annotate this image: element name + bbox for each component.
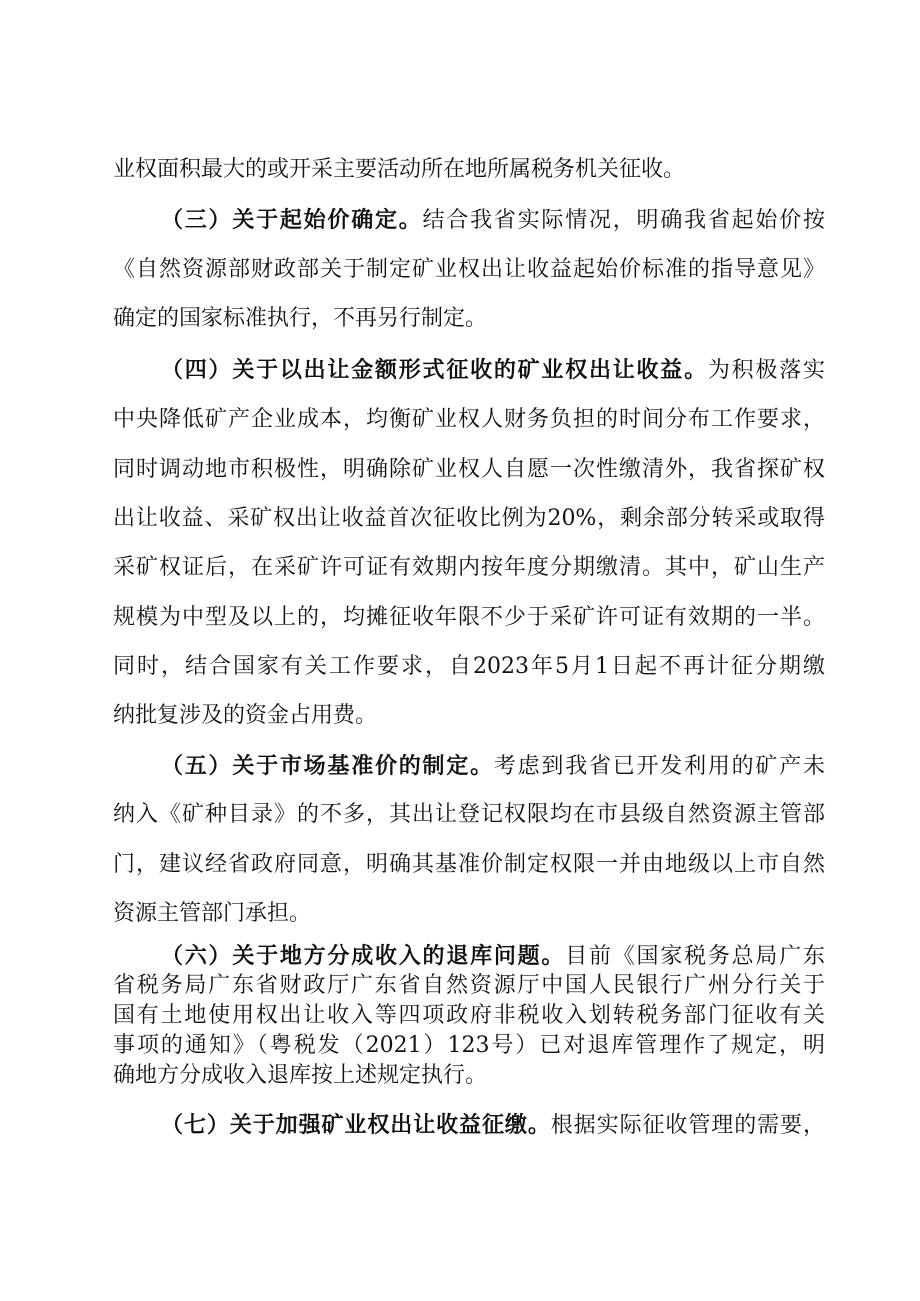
section-4-heading-line: [161, 355, 825, 386]
section-3-line: [113, 255, 825, 285]
section-5-line: [113, 850, 825, 880]
section-4-line: [113, 405, 825, 435]
section-5-heading: （五）关于市场基准价的制定。: [161, 753, 494, 779]
section-3-heading-line: [161, 205, 825, 236]
section-6-heading-line: [161, 941, 825, 972]
line-text: 确定的国家标准执行，不再另行制定。: [113, 306, 488, 331]
section-6-line: [113, 1061, 825, 1091]
line-text: 事项的通知》（粤税发（2021）123号）已对退库管理作了规定，明: [113, 1033, 825, 1058]
section-4-line: [113, 504, 825, 534]
paragraph-2-continuation: [113, 155, 825, 185]
line-text: 国有土地使用权出让收入等四项政府非税收入划转税务部门征收有关: [113, 1003, 825, 1028]
line-text: 目前《国家税务总局广东: [565, 944, 825, 969]
section-7-heading-line: [161, 1110, 825, 1141]
section-4-line: [113, 455, 825, 485]
line-text: 确地方分成收入退库按上述规定执行。: [113, 1063, 488, 1088]
section-3-heading: （三）关于起始价确定。: [161, 207, 423, 233]
section-6-line: [113, 971, 825, 1001]
section-4-line: [113, 553, 825, 583]
line-text: 业权面积最大的或开采主要活动所在地所属税务机关征收。: [113, 157, 686, 182]
line-text: 中央降低矿产企业成本，均衡矿业权人财务负担的时间分布工作要求，: [113, 407, 825, 432]
section-7-heading: （七）关于加强矿业权出让收益征缴。: [161, 1112, 551, 1138]
section-3-line: [113, 304, 825, 334]
section-5-line: [113, 800, 825, 830]
line-text: 同时调动地市积极性，明确除矿业权人自愿一次性缴清外，我省探矿权: [113, 457, 825, 482]
line-text: 出让收益、采矿权出让收益首次征收比例为20%，剩余部分转采或取得: [113, 506, 825, 531]
section-5-line: [113, 899, 825, 929]
line-text: 考虑到我省已开发利用的矿产未: [493, 754, 825, 779]
section-6-line: [113, 1001, 825, 1031]
line-text: 根据实际征收管理的需要，: [550, 1113, 825, 1138]
section-4-heading: （四）关于以出让金额形式征收的矿业权出让收益。: [161, 357, 708, 383]
section-4-line: [113, 603, 825, 633]
line-text: 纳批复涉及的资金占用费。: [113, 703, 378, 728]
line-text: 纳入《矿种目录》的不多，其出让登记权限均在市县级自然资源主管部: [113, 802, 825, 827]
line-text: 《自然资源部财政部关于制定矿业权出让收益起始价标准的指导意见》: [113, 257, 825, 282]
section-6-heading: （六）关于地方分成收入的退库问题。: [161, 943, 566, 969]
line-text: 省税务局广东省财政厅广东省自然资源厅中国人民银行广州分行关于: [113, 973, 825, 998]
line-text: 门，建议经省政府同意，明确其基准价制定权限一并由地级以上市自然: [113, 852, 825, 877]
section-4-line: [113, 701, 825, 731]
line-text: 规模为中型及以上的，均摊征收年限不少于采矿许可证有效期的一半。: [113, 605, 825, 630]
line-text: 结合我省实际情况，明确我省起始价按: [422, 208, 825, 233]
line-text: 资源主管部门承担。: [113, 901, 312, 926]
section-5-heading-line: [161, 751, 825, 782]
line-text: 同时，结合国家有关工作要求，自2023年5月1日起不再计征分期缴: [113, 654, 825, 679]
section-6-line: [113, 1031, 825, 1061]
section-4-line: [113, 652, 825, 682]
line-text: 为积极落实: [707, 358, 825, 383]
line-text: 采矿权证后，在采矿许可证有效期内按年度分期缴清。其中，矿山生产: [113, 555, 825, 580]
